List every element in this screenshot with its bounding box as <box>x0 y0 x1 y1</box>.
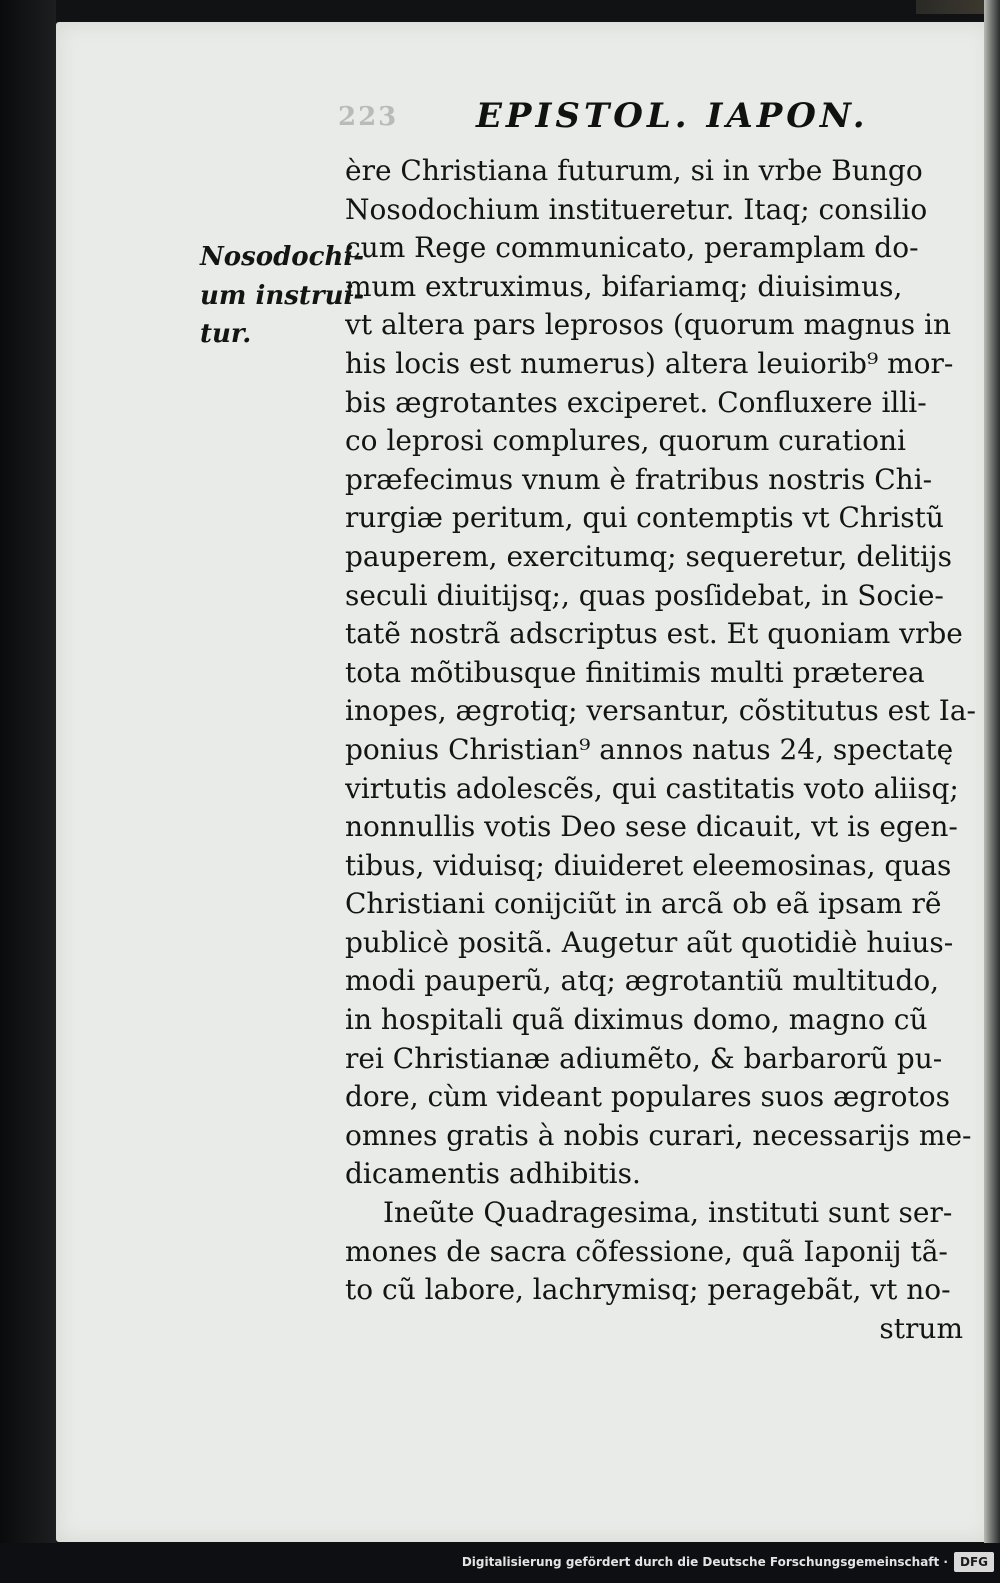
text-line: rei Christianæ adiumẽto, & barbarorũ pu- <box>345 1041 943 1075</box>
text-line: Christiani conijciũt in arcã ob eã ipsam rẽ <box>345 887 942 921</box>
text-line: publicè positã. Augetur aũt quotidiè huius- <box>345 925 954 959</box>
running-title: EPISTOL. IAPON. <box>476 96 869 136</box>
text-line: vt altera pars leprosos (quorum magnus in <box>345 308 951 342</box>
text-line: omnes gratis à nobis curari, necessarijs me- <box>345 1118 972 1152</box>
text-line: nonnullis votis Deo sese dicauit, vt is egen- <box>345 810 958 844</box>
text-line: mum extruximus, bifariamq; diuisimus, <box>345 269 903 303</box>
body-text <box>345 152 985 1348</box>
text-line: in hospitali quã diximus domo, magno cũ <box>345 1003 928 1037</box>
page-number: 223 <box>338 102 399 132</box>
marginal-note-line: um instrui- <box>200 280 365 311</box>
text-line: rurgiæ peritum, qui contemptis vt Christũ <box>345 501 944 535</box>
text-line: co leprosi complures, quorum curationi <box>345 424 907 458</box>
text-line: bis ægrotantes exciperet. Confluxere illi- <box>345 385 927 419</box>
text-line: to cũ labore, lachrymisq; peragebãt, vt no- <box>345 1273 951 1307</box>
text-line: cum Rege communicato, peramplam do- <box>345 231 919 265</box>
text-line: ponius Christian⁹ annos natus 24, spectatę <box>345 732 954 766</box>
text-line: inopes, ægrotiq; versantur, cõstitutus est Ia- <box>345 694 976 728</box>
marginal-note <box>200 238 364 354</box>
marginal-note-line: tur. <box>200 319 252 350</box>
catchword: strum <box>879 1311 963 1345</box>
text-line: seculi diuitijsq;, quas posſidebat, in Socie- <box>345 578 944 612</box>
text-line: tatẽ nostrã adscriptus est. Et quoniam vrbe <box>345 617 963 651</box>
text-line: modi pauperũ, atq; ægrotantiũ multitudo, <box>345 964 940 998</box>
text-line: dore, cùm videant populares suos ægrotos <box>345 1080 950 1114</box>
text-line: his locis est numerus) altera leuiorib⁹ mor- <box>345 346 954 380</box>
text-line: tota mõtibusque finitimis multi præterea <box>345 655 925 689</box>
text-line: virtutis adolescẽs, qui castitatis voto aliisq; <box>345 771 959 805</box>
text-line: Nosodochium institueretur. Itaq; consilio <box>345 192 928 226</box>
text-line: ère Christiana futurum, si in vrbe Bungo <box>345 154 923 187</box>
page-edge <box>984 0 1000 1545</box>
dfg-logo-icon: DFG <box>954 1552 994 1572</box>
digitization-credit: Digitalisierung gefördert durch die Deutsche Forschungsgemeinschaft · <box>461 1555 948 1569</box>
paragraph-start-line: Ineũte Quadragesima, instituti sunt ser- <box>383 1196 953 1230</box>
text-line: mones de sacra cõfessione, quã Iaponij tã- <box>345 1234 948 1268</box>
running-head <box>56 94 992 144</box>
text-line: tibus, viduisq; diuideret eleemosinas, quas <box>345 848 952 882</box>
text-line: præfecimus vnum è fratribus nostris Chi- <box>345 462 933 496</box>
book-spine-shadow <box>0 0 56 1583</box>
marginal-note-line: Nosodochi- <box>200 242 365 272</box>
text-line: dicamentis adhibitis. <box>345 1157 641 1191</box>
text-line: pauperem, exercitumq; sequeretur, delitijs <box>345 539 952 573</box>
